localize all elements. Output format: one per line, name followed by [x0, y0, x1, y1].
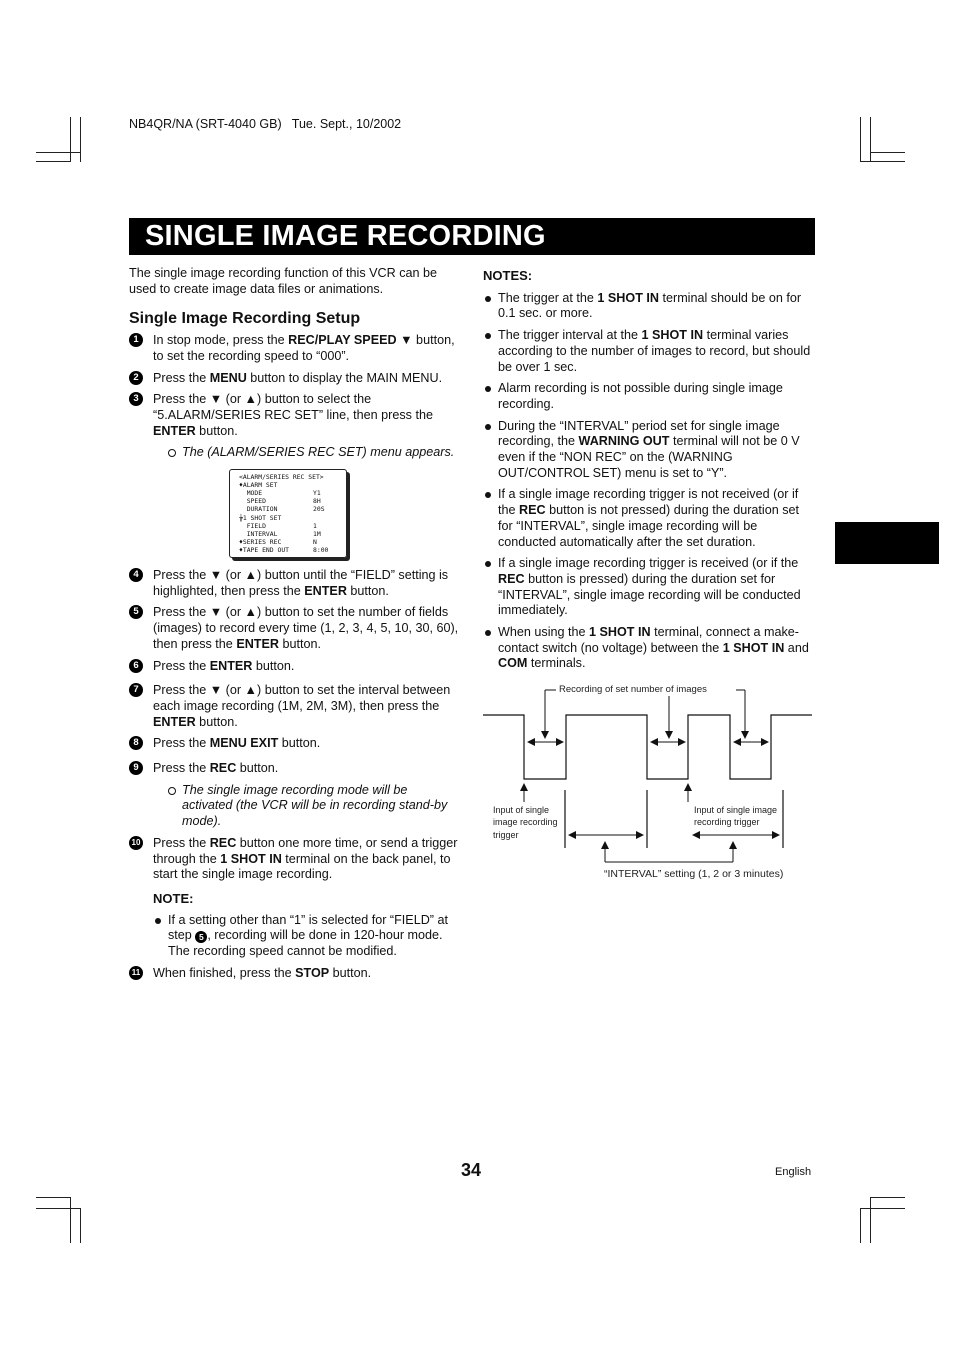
step-number: 7: [129, 683, 143, 697]
menu-row: ♦TAPE END OUT 8:00: [239, 545, 329, 554]
crop-mark: [80, 117, 81, 162]
timing-diagram: [483, 680, 815, 880]
step-11: 11 When finished, press the STOP button.: [129, 966, 461, 982]
language-label: English: [775, 1166, 812, 1178]
crop-mark: [870, 152, 905, 153]
note-item: If a setting other than “1” is selected for “FIELD” at step 5 , recording will be done in 120-hour mode. The recording speed cannot be modified.: [153, 913, 461, 960]
crop-mark: [860, 117, 861, 162]
label-interval-setting: “INTERVAL” setting (1, 2 or 3 minutes): [604, 868, 784, 880]
crop-mark: [860, 161, 905, 162]
label-input-right: Input of single image recording trigger: [694, 805, 778, 828]
step-number: 8: [129, 736, 143, 750]
bullet-icon: [485, 333, 491, 339]
notes-item: During the “INTERVAL” period set for single image recording, the WARNING OUT terminal will not be 0 V even if the “NON REC” on the (WARNING OUT/CONTROL SET) menu is set to “Y”.: [483, 419, 815, 482]
setup-heading: Single Image Recording Setup: [129, 310, 361, 328]
crop-mark: [870, 117, 871, 162]
step-number: 11: [129, 966, 143, 980]
bullet-icon: [485, 424, 491, 430]
crop-mark: [70, 1197, 71, 1243]
step-6: 6 Press the ENTER button.: [129, 659, 461, 675]
step-9: 9 Press the REC button.: [129, 761, 461, 777]
timing-diagram-svg: [483, 680, 815, 880]
ring-bullet-icon: [168, 449, 176, 457]
crop-mark: [70, 117, 71, 162]
crop-mark: [36, 161, 71, 162]
step-number: 1: [129, 333, 143, 347]
crop-mark: [36, 1197, 71, 1198]
crop-mark: [36, 152, 81, 153]
title-bar: [129, 218, 815, 255]
step-2: 2 Press the MENU button to display the MAIN MENU.: [129, 371, 461, 387]
menu-row: ╆1 SHOT SET: [239, 513, 282, 522]
notes-item: When using the 1 SHOT IN terminal, connect a make-contact switch (no voltage) between the 1 SHOT IN and COM terminals.: [483, 625, 815, 672]
right-column: [483, 268, 815, 678]
menu-row: ♦SERIES REC N: [239, 537, 317, 546]
step-number: 2: [129, 371, 143, 385]
menu-row: MODE Y1: [239, 489, 321, 498]
notes-item: If a single image recording trigger is received (or if the REC button is pressed) during the duration set for “INTERVAL”, single image recording will be conducted immediately.: [483, 556, 815, 619]
alarm-series-menu-screen: [229, 469, 347, 558]
crop-mark: [36, 1208, 81, 1209]
crop-mark: [870, 1197, 871, 1243]
step-number: 3: [129, 392, 143, 406]
document-code: NB4QR/NA (SRT-4040 GB) Tue. Sept., 10/2002: [129, 117, 402, 131]
step-10: 10 Press the REC button one more time, or send a trigger through the 1 SHOT IN terminal on the back panel, to start the single image recording.: [129, 836, 461, 883]
step-7: 7 Press the ▼ (or ▲) button to set the interval between each image recording (1M, 2M, 3M), then press the ENTER button.: [129, 683, 461, 730]
step-9-result: The single image recording mode will be activated (the VCR will be in recording stand-by mode).: [129, 783, 461, 830]
section-tab: [835, 522, 939, 564]
menu-row: SPEED 8H: [239, 497, 321, 506]
intro-text: The single image recording function of this VCR can be used to create image data files or animations.: [129, 266, 438, 296]
step-number: 9: [129, 761, 143, 775]
page-number: 34: [461, 1160, 482, 1180]
page-title: SINGLE IMAGE RECORDING: [145, 220, 546, 252]
menu-row: ♦ALARM SET: [239, 481, 278, 490]
notes-heading: NOTES:: [483, 268, 533, 283]
menu-row: INTERVAL 1M: [239, 529, 321, 538]
bullet-icon: [485, 386, 491, 392]
crop-mark: [860, 1208, 861, 1243]
left-column: [129, 266, 461, 988]
note-heading: NOTE:: [153, 890, 194, 906]
step-number: 5: [129, 605, 143, 619]
step-8: 8 Press the MENU EXIT button.: [129, 736, 461, 752]
step-number: 10: [129, 836, 143, 850]
step-3-result: The (ALARM/SERIES REC SET) menu appears.: [129, 445, 461, 461]
ring-bullet-icon: [168, 787, 176, 795]
step-4: 4 Press the ▼ (or ▲) button until the “FIELD” setting is highlighted, then press the ENTER button.: [129, 568, 461, 599]
crop-mark: [80, 1208, 81, 1243]
notes-item: The trigger interval at the 1 SHOT IN terminal varies according to the number of images to record, but should be over 1 sec.: [483, 328, 815, 375]
bullet-icon: [485, 492, 491, 498]
crop-mark: [860, 1208, 905, 1209]
bullet-icon: [155, 918, 161, 924]
step-number: 4: [129, 568, 143, 582]
label-input-left: Input of single image recording trigger: [493, 805, 558, 840]
notes-item: Alarm recording is not possible during single image recording.: [483, 381, 815, 412]
step-3: 3 Press the ▼ (or ▲) button to select the “5.ALARM/SERIES REC SET” line, then press the ENTER button.: [129, 392, 461, 439]
crop-mark: [870, 1197, 905, 1198]
menu-row: <ALARM/SERIES REC SET>: [239, 473, 324, 482]
signal-waveform: [483, 715, 812, 779]
step-5: 5 Press the ▼ (or ▲) button to set the number of fields (images) to record every time (1, 2, 3, 4, 5, 10, 30, 60), then press the ENTER button.: [129, 605, 461, 652]
bullet-icon: [485, 561, 491, 567]
notes-item: If a single image recording trigger is not received (or if the REC button is not pressed) during the duration set for “INTERVAL”, single image recording will be conducted automatically after the set duration.: [483, 487, 815, 550]
menu-row: DURATION 20S: [239, 505, 325, 514]
notes-item: The trigger at the 1 SHOT IN terminal should be on for 0.1 sec. or more.: [483, 291, 815, 322]
menu-row: FIELD 1: [239, 521, 317, 530]
step-ref-badge: 5: [195, 931, 207, 943]
step-number: 6: [129, 659, 143, 673]
label-recording-set: Recording of set number of images: [559, 684, 707, 695]
bullet-icon: [485, 296, 491, 302]
bullet-icon: [485, 630, 491, 636]
step-1: 1 In stop mode, press the REC/PLAY SPEED ▼ button, to set the recording speed to “000”.: [129, 333, 461, 364]
